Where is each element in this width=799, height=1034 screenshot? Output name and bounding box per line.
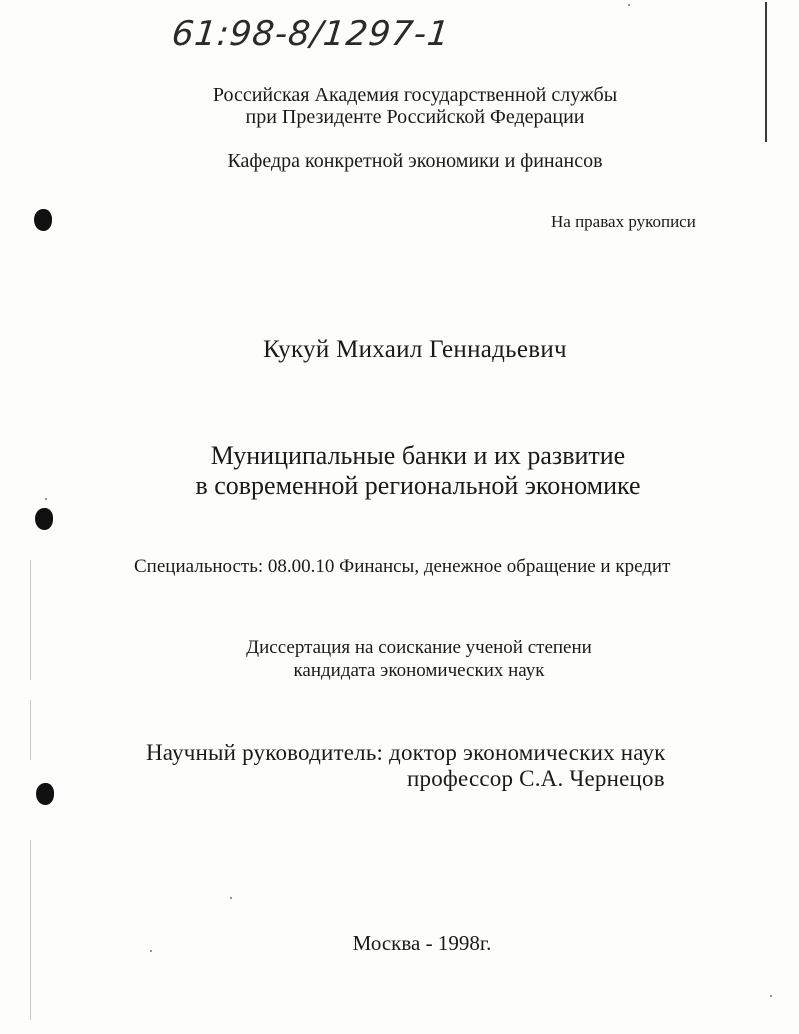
scan-speck: [628, 4, 630, 6]
degree-line-2: кандидата экономических наук: [293, 660, 545, 681]
institution-line-2: при Президенте Российской Федерации: [245, 106, 585, 128]
rights-note: На правах рукописи: [551, 212, 696, 231]
dissertation-title-line-1: Муниципальные банки и их развитие: [210, 441, 626, 470]
author-name: Кукуй Михаил Геннадьевич: [263, 336, 567, 363]
supervisor-line-2: профессор С.А. Чернецов: [407, 766, 665, 791]
department-name: Кафедра конкретной экономики и финансов: [227, 150, 603, 172]
scan-margin-line: [30, 700, 31, 760]
specialty-line: Специальность: 08.00.10 Финансы, денежное обращение и кредит: [134, 556, 671, 577]
city-year: Москва - 1998г.: [352, 931, 492, 955]
punch-hole: [36, 783, 54, 805]
institution-line-1: Российская Академия государственной службы: [212, 84, 618, 106]
scan-speck: [770, 995, 772, 997]
punch-hole: [34, 209, 52, 231]
dissertation-title-line-2: в современной региональной экономике: [195, 471, 641, 500]
punch-hole: [35, 508, 53, 530]
archive-code-handwritten: 61:98-8/1297-1: [169, 14, 452, 54]
supervisor-line-1: Научный руководитель: доктор экономических наук: [146, 740, 666, 765]
degree-line-1: Диссертация на соискание ученой степени: [246, 637, 592, 658]
scan-speck: [230, 897, 232, 899]
scan-margin-line: [30, 840, 31, 1020]
